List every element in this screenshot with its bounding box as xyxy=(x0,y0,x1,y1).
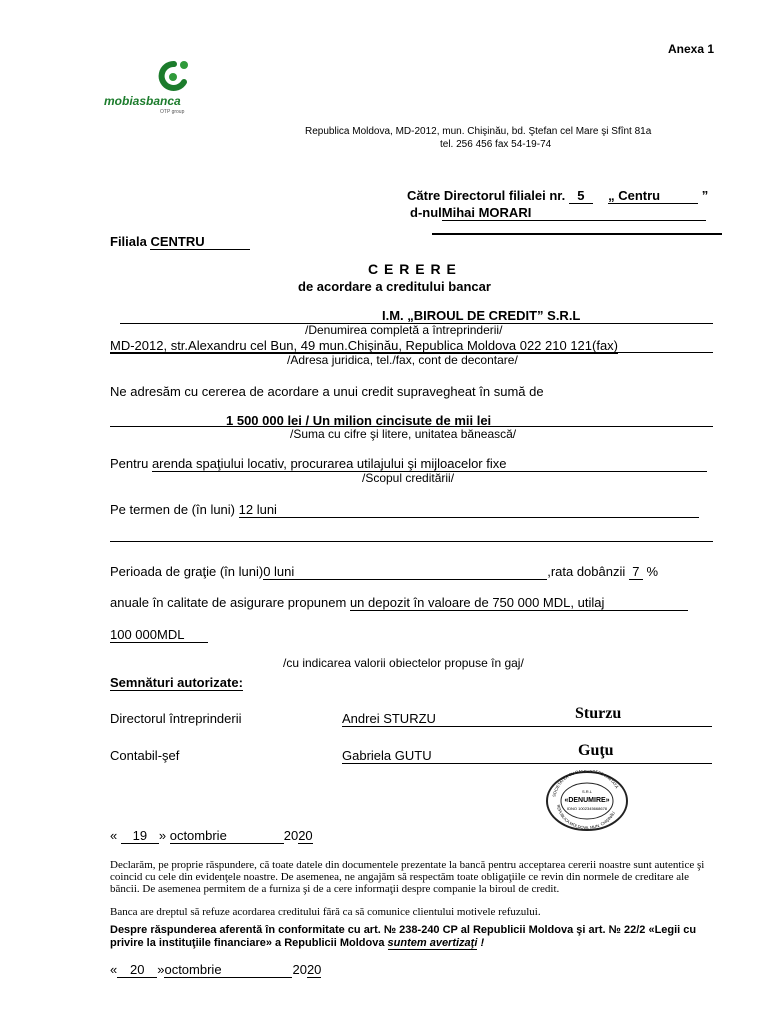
grace-rate-line xyxy=(110,564,658,580)
bank-address-line2: tel. 256 456 fax 54-19-74 xyxy=(440,139,552,150)
legal-warning xyxy=(110,924,720,950)
bank-logo xyxy=(104,58,244,126)
legal-warning-emphasis: suntem avertizaţi xyxy=(387,937,478,949)
grace-value: 0 luni xyxy=(263,564,547,580)
date1-day: 19 xyxy=(121,828,159,844)
rate-label: ,rata dobânzii xyxy=(547,564,626,579)
stamp-ring-top: SOCIETATEA CU RĂSPUNDERE LIMITATĂ xyxy=(551,770,620,798)
guarantee-value: un depozit în valoare de 750 000 MDL, utilaj xyxy=(350,595,688,611)
purpose-line xyxy=(110,456,707,472)
bank-address-line1: Republica Moldova, MD-2012, mun. Chişinău, bd. Ştefan cel Mare şi Sfînt 81a xyxy=(305,126,652,137)
filiala-label: Filiala xyxy=(110,234,147,249)
accountant-role: Contabil-şef xyxy=(110,748,180,763)
guarantee-line xyxy=(110,595,688,611)
guarantee-label: anuale în calitate de asigurare propunem xyxy=(110,595,347,610)
date2-year-suffix: 20 xyxy=(306,962,322,977)
accountant-full-name: Gabriela GUTU xyxy=(342,748,712,764)
addressee-line xyxy=(407,188,708,204)
document-title: C E R E R E xyxy=(368,261,457,277)
accountant-signature: Guţu xyxy=(578,742,614,759)
term-extra-line xyxy=(110,541,713,542)
filiala-value: CENTRU xyxy=(150,234,250,250)
stamp-idno: IDNO 1002345668678 xyxy=(566,806,608,811)
term-line xyxy=(110,502,699,518)
dnul-label: d-nul xyxy=(410,205,442,220)
logo-icon xyxy=(144,58,200,94)
declaration-paragraph: Declarăm, pe propriе răspundere, că toate datele din documentele prezentate la bancă pentru acceptarea cererii noastre sunt autentice şi coincid cu cele din evidenţele noastre. De asemenea, ne angajăm să respectăm toate obligaţiile ce revin din normele de creditare ale băncii. De asemenea permitem de a furniza şi de a cere informaţii despre companie la biroul de credit. xyxy=(110,859,705,895)
addressee-underline xyxy=(432,233,722,235)
stamp-srl: S.R.L xyxy=(581,789,593,794)
date1-open: « xyxy=(110,828,118,843)
director-line xyxy=(410,205,706,221)
date1-year-suffix: 20 xyxy=(298,828,313,843)
quote-close: ” xyxy=(701,188,709,203)
purpose-value: arenda spaţiului locativ, procurarea utilajului şi mijloacelor fixe xyxy=(152,456,707,472)
director-full-name: Andrei STURZU xyxy=(342,711,712,727)
grace-label: Perioada de graţie (în luni) xyxy=(110,564,264,579)
logo-name: mobiasbanca xyxy=(104,94,181,108)
director-name: Mihai MORARI xyxy=(442,205,706,221)
company-name: I.M. „BIROUL DE CREDIT” S.R.L xyxy=(382,308,581,323)
to-director-label: Către Directorul filialei nr. xyxy=(407,188,566,203)
stamp-center: «DENUMIRE» xyxy=(564,797,610,804)
purpose-label: Pentru xyxy=(110,456,149,471)
branch-name: „ Centru xyxy=(608,188,698,204)
legal-warning-end: ! xyxy=(480,937,485,949)
guarantee-caption: /cu indicarea valorii obiectelor propuse în gaj/ xyxy=(283,656,524,670)
purpose-caption: /Scopul creditării/ xyxy=(362,471,455,485)
guarantee-value-2: 100 000MDL xyxy=(110,627,208,643)
company-address: MD-2012, str.Alexandru cel Bun, 49 mun.Chişinău, Republica Moldova 022 210 121(fax) xyxy=(110,338,619,353)
refusal-paragraph: Banca are dreptul să refuze acordarea creditului fără ca să comunice clientului motivele refuzului. xyxy=(110,906,541,918)
request-intro: Ne adresăm cu cererea de acordare a unui credit supravegheat în sumă de xyxy=(110,384,544,399)
logo-subtitle: OTP group xyxy=(160,109,185,115)
date1-month: octombrie xyxy=(170,828,284,844)
legal-warning-text: Despre răspunderea aferentă în conformitate cu art. № 238-240 CP al Republicii Moldova şi art. № 22/2 «Legii cu privire la instituţiile financiare» a Republicii Moldova xyxy=(110,924,697,949)
term-value: 12 luni xyxy=(239,502,699,518)
date2-year-prefix: 20 xyxy=(292,962,307,977)
document-subtitle: de acordare a creditului bancar xyxy=(298,279,491,294)
director-signature: Sturzu xyxy=(575,705,622,722)
date1-close: » xyxy=(158,828,167,843)
credit-amount: 1 500 000 lei / Un milion cincisute de mii lei xyxy=(226,413,492,428)
signatures-heading: Semnături autorizate: xyxy=(110,675,243,690)
date2-close: » xyxy=(157,962,165,977)
term-label: Pe termen de (în luni) xyxy=(110,502,236,517)
stamp-ring-bottom: REPUBLICA MOLDOVA, MUN. CHIŞINĂU xyxy=(556,804,616,831)
amount-caption: /Suma cu cifre şi litere, unitatea bănească/ xyxy=(290,427,517,441)
date-1 xyxy=(110,828,313,844)
date-2 xyxy=(110,962,321,978)
rate-unit: % xyxy=(646,564,659,579)
annex-label: Anexa 1 xyxy=(668,42,715,56)
date2-day: 20 xyxy=(117,962,157,978)
company-name-caption: /Denumirea completă a întreprinderii/ xyxy=(305,323,503,337)
date2-month: octombrie xyxy=(164,962,292,978)
date1-year-prefix: 20 xyxy=(283,828,299,843)
date2-open: « xyxy=(110,962,118,977)
filiala-line xyxy=(110,234,250,250)
company-address-caption: /Adresa juridica, tel./fax, cont de decontare/ xyxy=(287,353,518,367)
interest-rate: 7 xyxy=(629,564,643,580)
director-role: Directorul întreprinderii xyxy=(110,711,242,726)
branch-number: 5 xyxy=(569,188,593,204)
company-stamp xyxy=(541,770,633,832)
